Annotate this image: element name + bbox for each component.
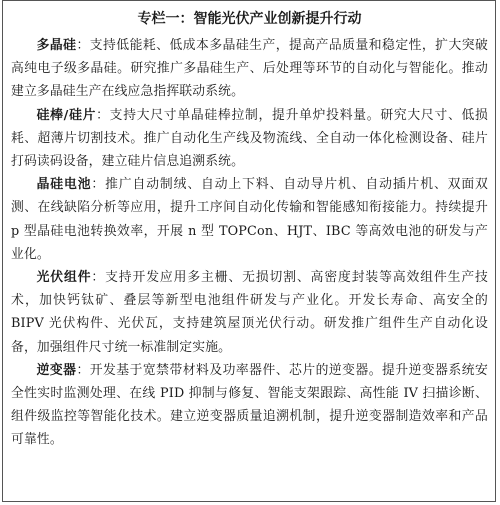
section-polysilicon xyxy=(11,34,488,104)
section-module xyxy=(11,266,488,359)
section-term: 光伏组件 xyxy=(36,270,92,286)
section-term: 硅棒/硅片 xyxy=(36,107,97,123)
section-term: 逆变器 xyxy=(36,362,77,378)
section-text: ：支持开发应用多主栅、无损切割、高密度封装等高效组件生产技术，加快钙钛矿、叠层等新型电池组件研发与产业化。开发长寿命、高安全的 BIPV 光伏构件、光伏瓦，支持建筑屋顶光伏行动。研发推广组件生产自动化设备，加强组件尺寸统一标准制定实施。 xyxy=(11,270,488,355)
section-inverter xyxy=(11,359,488,452)
section-ingot-wafer xyxy=(11,104,488,174)
section-text: ：支持低能耗、低成本多晶硅生产，提高产品质量和稳定性，扩大突破高纯电子级多晶硅。研究推广多晶硅生产、后处理等环节的自动化与智能化。推动建立多晶硅生产在线应急指挥联动系统。 xyxy=(11,38,488,100)
section-term: 多晶硅 xyxy=(36,38,77,53)
section-text: ：开发基于宽禁带材料及功率器件、芯片的逆变器。提升逆变器系统安全性实时监测处理、在线 PID 抑制与修复、智能支架跟踪、高性能 IV 扫描诊断、组件级监控等智能化技术。建立逆变器质量追溯机制，提升逆变器制造效率和产品可靠性。 xyxy=(11,362,488,448)
section-text: ：支持大尺寸单晶硅棒拉制，提升单炉投料量。研究大尺寸、低损耗、超薄片切割技术。推广自动化生产线及物流线、全自动一体化检测设备、硅片打码读码设备，建立硅片信息追溯系统。 xyxy=(11,107,488,170)
sidebar-box xyxy=(2,0,496,502)
section-text: ：推广自动制绒、自动上下料、自动导片机、自动插片机、双面双测、在线缺陷分析等应用，提升工序间自动化传输和智能感知衔接能力。持续提升 p 型晶硅电池转换效率，开展 n 型 TOPCon、HJT、IBC 等高效电池的研发与产业化。 xyxy=(11,177,488,262)
box-title: 专栏一：智能光伏产业创新提升行动 xyxy=(137,11,362,27)
section-term: 晶硅电池 xyxy=(36,177,92,193)
section-cell xyxy=(11,173,488,266)
